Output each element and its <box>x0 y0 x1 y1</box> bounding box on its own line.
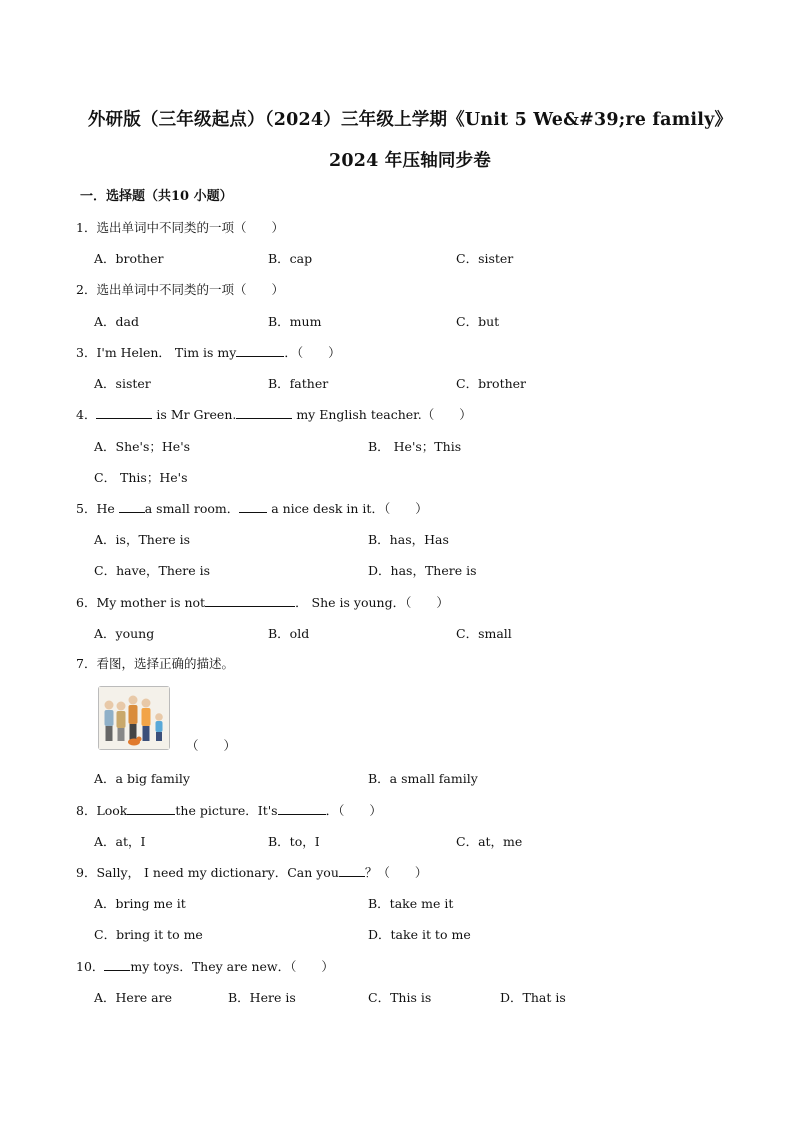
q2-option-c: C．but <box>456 314 500 329</box>
q4-option-b: B． He's；This <box>368 439 462 454</box>
q1-option-c: C．sister <box>456 251 514 266</box>
q5-option-a: A．is，There is <box>94 532 190 547</box>
question-number: 7． <box>76 656 97 671</box>
question-text: 选出单词中不同类的一项（ ） <box>96 220 284 235</box>
question-9 <box>76 863 427 881</box>
question-number: 8． <box>76 803 97 818</box>
question-text: my English teacher.（ ） <box>292 407 472 422</box>
q5-option-b: B．has，Has <box>368 532 449 547</box>
q5-option-d: D．has，There is <box>368 563 477 578</box>
question-number: 9． <box>76 865 97 880</box>
q7-answer-bracket: （ ） <box>186 738 237 753</box>
answer-blank <box>205 594 295 607</box>
q4-option-a: A．She's；He's <box>94 439 191 454</box>
q7-option-a: A．a big family <box>94 771 190 786</box>
section-heading: 一．选择题（共10 小题） <box>80 189 233 204</box>
q1-option-a: A．brother <box>94 251 164 266</box>
answer-blank <box>239 500 267 513</box>
q6-option-b: B．old <box>268 626 310 641</box>
father-figure <box>129 696 138 742</box>
q9-option-d: D．take it to me <box>368 927 471 942</box>
question-3 <box>76 343 341 361</box>
question-text: I'm Helen． Tim is my <box>96 345 237 360</box>
q3-option-b: B．father <box>268 376 329 391</box>
doc-title-line1: 外研版（三年级起点）（2024）三年级上学期《Unit 5 We&#39;re family》 <box>87 110 733 130</box>
question-number: 10． <box>76 959 105 974</box>
question-text: He <box>96 501 119 516</box>
question-4 <box>76 405 472 423</box>
q10-option-d: D．That is <box>500 990 566 1005</box>
q2-option-a: A．dad <box>94 314 139 329</box>
question-number: 3． <box>76 345 97 360</box>
q9-option-c: C．bring it to me <box>94 927 203 942</box>
answer-blank <box>236 406 292 419</box>
grandma-figure <box>117 702 126 742</box>
family-illustration <box>99 687 169 749</box>
child-figure <box>155 713 163 741</box>
question-text: a small room． <box>144 501 240 516</box>
question-text: ．（ ） <box>325 803 382 818</box>
q9-option-b: B．take me it <box>368 896 454 911</box>
question-5 <box>76 499 428 517</box>
q10-option-b: B．Here is <box>228 990 296 1005</box>
question-number: 6． <box>76 595 97 610</box>
answer-blank <box>339 864 365 877</box>
question-text: ． She is young．（ ） <box>295 595 449 610</box>
question-text: ？（ ） <box>364 865 428 880</box>
question-text: Sally， I need my dictionary．Can you <box>96 865 339 880</box>
answer-blank <box>278 802 326 815</box>
question-10 <box>76 957 334 975</box>
q4-option-c: C． This；He's <box>94 470 188 485</box>
grandpa-figure <box>105 701 114 742</box>
q8-option-a: A．at，I <box>94 834 146 849</box>
q8-option-c: C．at，me <box>456 834 523 849</box>
q1-option-b: B．cap <box>268 251 313 266</box>
q7-option-b: B．a small family <box>368 771 478 786</box>
question-2 <box>76 280 284 298</box>
answer-blank <box>96 406 152 419</box>
question-6 <box>76 593 449 611</box>
q8-option-b: B．to，I <box>268 834 320 849</box>
question-8 <box>76 801 382 819</box>
question-text: My mother is not <box>96 595 206 610</box>
question-text: the picture．It's <box>175 803 278 818</box>
q3-option-c: C．brother <box>456 376 527 391</box>
q10-option-c: C．This is <box>368 990 432 1005</box>
question-text: 看图，选择正确的描述。 <box>96 656 234 671</box>
answer-blank <box>104 958 130 971</box>
question-number: 5． <box>76 501 97 516</box>
question-number: 1． <box>76 220 97 235</box>
answer-blank <box>119 500 145 513</box>
q10-option-a: A．Here are <box>94 990 172 1005</box>
question-7 <box>76 654 234 672</box>
question-number: 4． <box>76 407 97 422</box>
question-text: a nice desk in it．（ ） <box>267 501 428 516</box>
q6-option-a: A．young <box>94 626 155 641</box>
question-text: my toys．They are new．（ ） <box>130 959 334 974</box>
question-text: ．（ ） <box>284 345 341 360</box>
question-1 <box>76 218 284 236</box>
question-number: 2． <box>76 282 97 297</box>
mother-figure <box>142 699 151 742</box>
question-text: Look <box>96 803 128 818</box>
family-picture <box>98 686 170 750</box>
q5-option-c: C．have，There is <box>94 563 211 578</box>
q3-option-a: A．sister <box>94 376 151 391</box>
q9-option-a: A．bring me it <box>94 896 186 911</box>
answer-blank <box>236 344 284 357</box>
question-text: 选出单词中不同类的一项（ ） <box>96 282 284 297</box>
answer-blank <box>127 802 175 815</box>
doc-title-line2: 2024 年压轴同步卷 <box>329 151 491 171</box>
q2-option-b: B．mum <box>268 314 322 329</box>
q6-option-c: C．small <box>456 626 512 641</box>
question-text: is Mr Green. <box>152 407 237 422</box>
